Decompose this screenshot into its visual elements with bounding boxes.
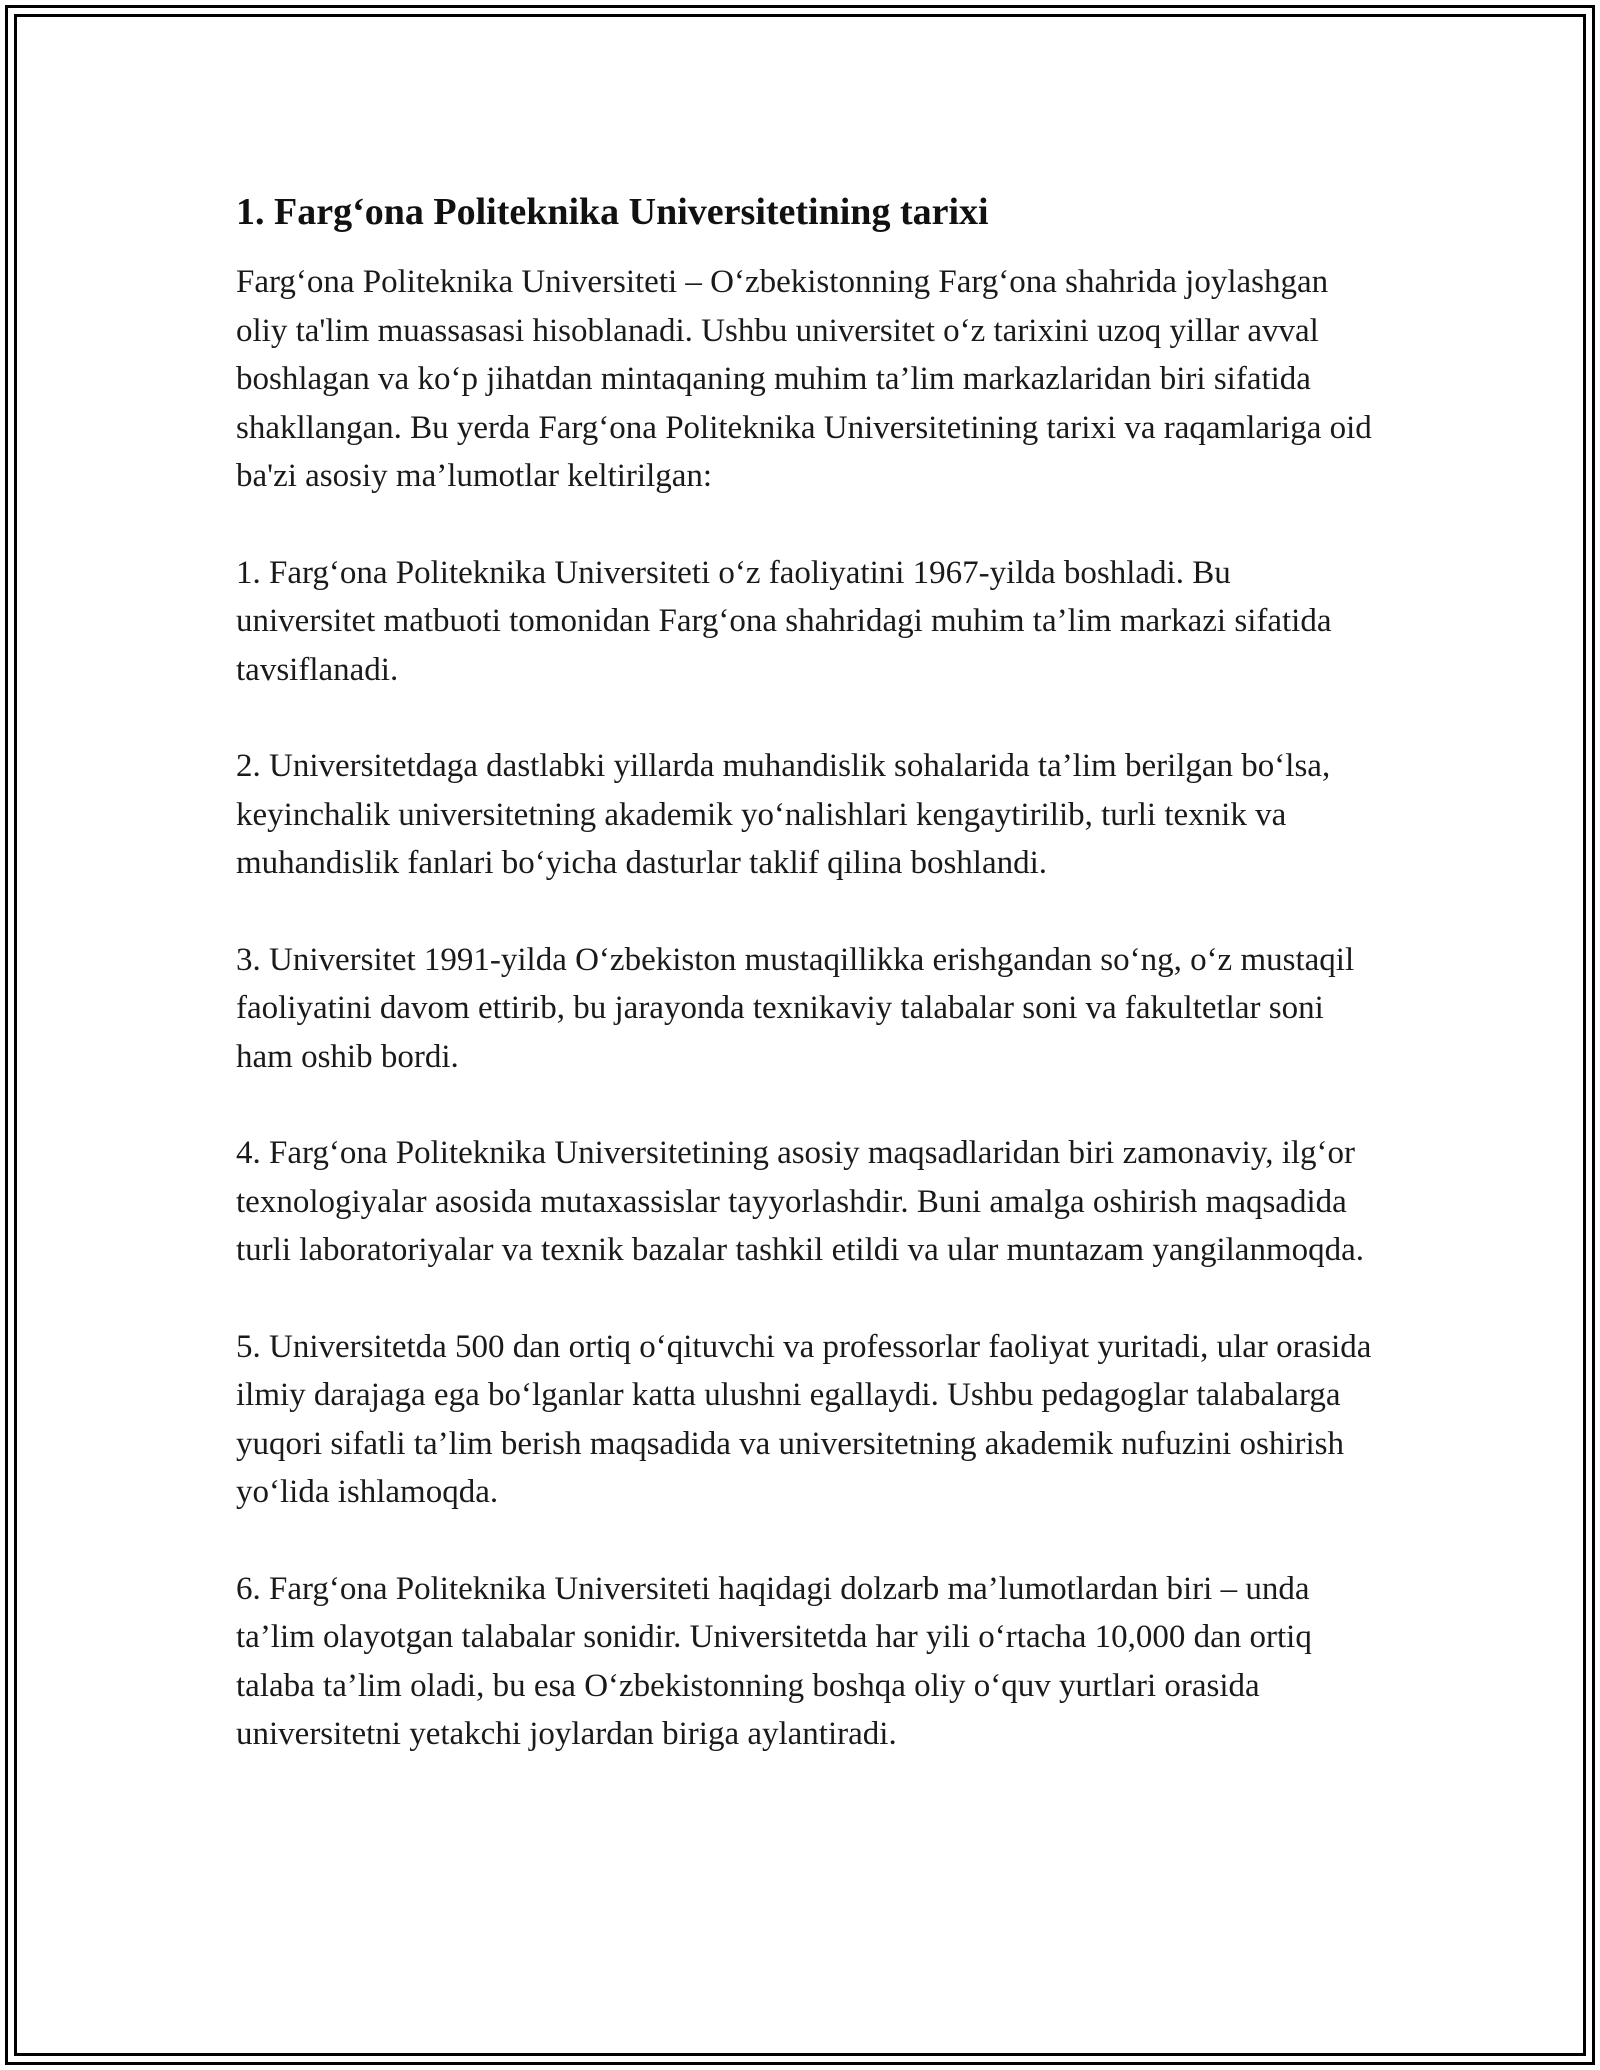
document-title: 1. Farg‘ona Politeknika Universitetining tarixi [236, 191, 989, 233]
document-body [236, 186, 1376, 1807]
paragraph-item-3: 3. Universitet 1991-yilda O‘zbekiston mustaqillikka erishgandan so‘ng, o‘z mustaqil faoliyatini davom ettirib, bu jarayonda texnikaviy talabalar soni va fakultetlar soni ham oshib bordi. [236, 941, 1355, 1075]
paragraph-item-4: 4. Farg‘ona Politeknika Universitetining asosiy maqsadlaridan biri zamonaviy, ilg‘or texnologiyalar asosida mutaxassislar tayyorlashdir. Buni amalga oshirish maqsadida turli laboratoriyalar va texnik bazalar tashkil etildi va ular muntazam yangilanmoqda. [236, 1135, 1365, 1268]
paragraph-item-1: 1. Farg‘ona Politeknika Universiteti o‘z faoliyatini 1967-yilda boshladi. Bu universitet matbuoti tomonidan Farg‘ona shahridagi muhim ta’lim markazi sifatida tavsiflanadi. [236, 554, 1332, 688]
paragraph-item-5: 5. Universitetda 500 dan ortiq o‘qituvchi va professorlar faoliyat yuritadi, ular orasida ilmiy darajaga ega bo‘lganlar katta ulushni egallaydi. Ushbu pedagoglar talabalarga yuqori sifatli ta’lim berish maqsadida va universitetning akademik nufuzini oshirish yo‘lida ishlamoqda. [236, 1328, 1372, 1510]
intro-paragraph: Farg‘ona Politeknika Universiteti – O‘zbekistonning Farg‘ona shahrida joylashgan oliy ta'lim muassasasi hisoblanadi. Ushbu universitet o‘z tarixini uzoq yillar avval boshlagan va ko‘p jihatdan mintaqaning muhim ta’lim markazlaridan biri sifatida shakllangan. Bu yerda Farg‘ona Politeknika Universitetining tarixi va raqamlariga oid ba'zi asosiy ma’lumotlar keltirilgan: [236, 264, 1372, 494]
paragraph-item-6: 6. Farg‘ona Politeknika Universiteti haqidagi dolzarb ma’lumotlardan biri – unda ta’lim olayotgan talabalar sonidir. Universitetda har yili o‘rtacha 10,000 dan ortiq talaba ta’lim oladi, bu esa O‘zbekistonning boshqa oliy o‘quv yurtlari orasida universitetni yetakchi joylardan biriga aylantiradi. [236, 1570, 1312, 1752]
paragraph-item-2: 2. Universitetdaga dastlabki yillarda muhandislik sohalarida ta’lim berilgan bo‘lsa, keyinchalik universitetning akademik yo‘nalishlari kengaytirilib, turli texnik va muhandislik fanlari bo‘yicha dasturlar taklif qilina boshlandi. [236, 748, 1331, 881]
